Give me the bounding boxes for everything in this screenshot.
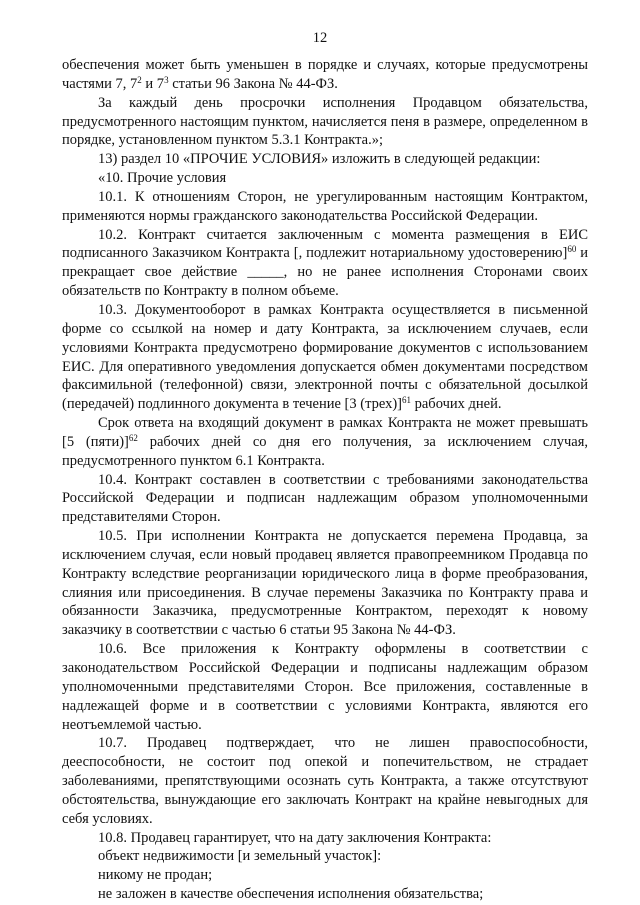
paragraph-text: 13) раздел 10 «ПРОЧИЕ УСЛОВИЯ» изложить в следующей редакции: xyxy=(98,151,541,168)
paragraph-text: обеспечения может быть уменьшен в порядке и случаях, которые предусмотрены частями 7, 7 xyxy=(62,57,588,92)
paragraph-text: 10.8. Продавец гарантирует, что на дату заключения Контракта: xyxy=(98,829,492,846)
paragraph-text: статьи 96 Закона № 44-ФЗ. xyxy=(168,75,338,92)
paragraph-p13 xyxy=(62,829,588,848)
paragraph-p1 xyxy=(62,56,588,94)
paragraph-text: За каждый день просрочки исполнения Продавцом обязательства, предусмотренного настоящим пунктом, начисляется пеня в размере, определенном в порядке, установленном пунктом 5.3.1 Контракта.»; xyxy=(62,94,588,149)
paragraph-text: 10.4. Контракт составлен в соответствии с требованиями законодательства Российской Федерации и подписан надлежащим образом уполномоченными представителями Сторон. xyxy=(62,471,588,526)
paragraph-text: Срок ответа на входящий документ в рамках Контракта не может превышать [5 (пяти)] xyxy=(62,415,588,450)
paragraph-p11 xyxy=(62,640,588,734)
footnote-reference: 3 xyxy=(164,74,169,85)
footnote-reference: 60 xyxy=(567,244,577,255)
paragraph-p6 xyxy=(62,226,588,301)
paragraph-text: объект недвижимости [и земельный участок]: xyxy=(98,848,382,865)
paragraph-text: рабочих дней. xyxy=(411,396,502,413)
paragraph-p2 xyxy=(62,94,588,151)
paragraph-text: 10.7. Продавец подтверждает, что не лишен правоспособности, дееспособности, не состоит под опекой и попечительством, не страдает заболеваниями, препятствующими осознать суть Контракта, а также отсутствуют обстоятельства, вынуждающие его заключать Контракт на крайне невыгодных для себя условиях. xyxy=(62,735,588,827)
paragraph-p15 xyxy=(62,866,588,885)
paragraph-p10 xyxy=(62,527,588,640)
paragraph-text: 10.3. Документооборот в рамках Контракта осуществляется в письменной форме со ссылкой на номер и дату Контракта, за исключением случаев, если условиями Контракта предусмотрено формирование документов с использованием ЕИС. Для оперативного уведомления допускается обмен документами посредством факсимильной (телефонной) связи, электронной почты с обязательной досылкой (передачей) подлинного документа в течение [3 (трех)] xyxy=(62,301,588,413)
paragraph-text: и 7 xyxy=(141,75,165,92)
paragraph-p4 xyxy=(62,169,588,188)
paragraph-text: 10.5. При исполнении Контракта не допускается перемена Продавца, за исключением случая, если новый продавец является правопреемником Продавца по Контракту вследствие реорганизации юридического лица в форме преобразования, слияния или присоединения. В случае перемены Заказчика по Контракту права и обязанности Заказчика, предусмотренные Контрактом, переходят к новому заказчику в соответствии с частью 6 статьи 95 Закона № 44-ФЗ. xyxy=(62,528,588,639)
paragraph-text: не заложен в качестве обеспечения исполнения обязательства; xyxy=(98,886,484,903)
paragraph-p7 xyxy=(62,301,588,414)
paragraph-p8 xyxy=(62,414,588,471)
paragraph-p9 xyxy=(62,471,588,528)
page-number: 12 xyxy=(312,30,328,46)
paragraph-p5 xyxy=(62,188,588,226)
paragraph-p12 xyxy=(62,734,588,828)
paragraph-text: «10. Прочие условия xyxy=(98,170,227,187)
footnote-reference: 61 xyxy=(402,395,411,406)
paragraph-p14 xyxy=(62,847,588,866)
paragraph-text: и прекращает свое действие _____, но не ранее исполнения Сторонами своих обязательств по Контракту в полном объеме. xyxy=(62,245,588,300)
paragraph-text: 10.1. К отношениям Сторон, не урегулированным настоящим Контрактом, применяются нормы гражданского законодательства Российской Федерации. xyxy=(62,188,588,224)
paragraph-text: рабочих дней со дня его получения, за исключением случая, предусмотренного пунктом 6.1 Контракта. xyxy=(62,433,588,469)
footnote-reference: 2 xyxy=(137,74,142,85)
paragraph-text: 10.2. Контракт считается заключенным с момента размещения в ЕИС подписанного Заказчиком Контракта [, подлежит нотариальному удостоверению] xyxy=(62,226,588,262)
paragraph-p16 xyxy=(62,885,588,904)
paragraph-p3 xyxy=(62,150,588,169)
paragraph-text: 10.6. Все приложения к Контракту оформлены в соответствии с законодательством Российской Федерации и подписаны надлежащим образом уполномоченными представителями Сторон. Все приложения, составленные в надлежащей форме и в соответствии с условиями Контракта, являются его неотъемлемой частью. xyxy=(62,641,588,733)
paragraph-text: никому не продан; xyxy=(98,867,213,884)
document-body xyxy=(62,56,588,904)
footnote-reference: 62 xyxy=(128,432,138,443)
